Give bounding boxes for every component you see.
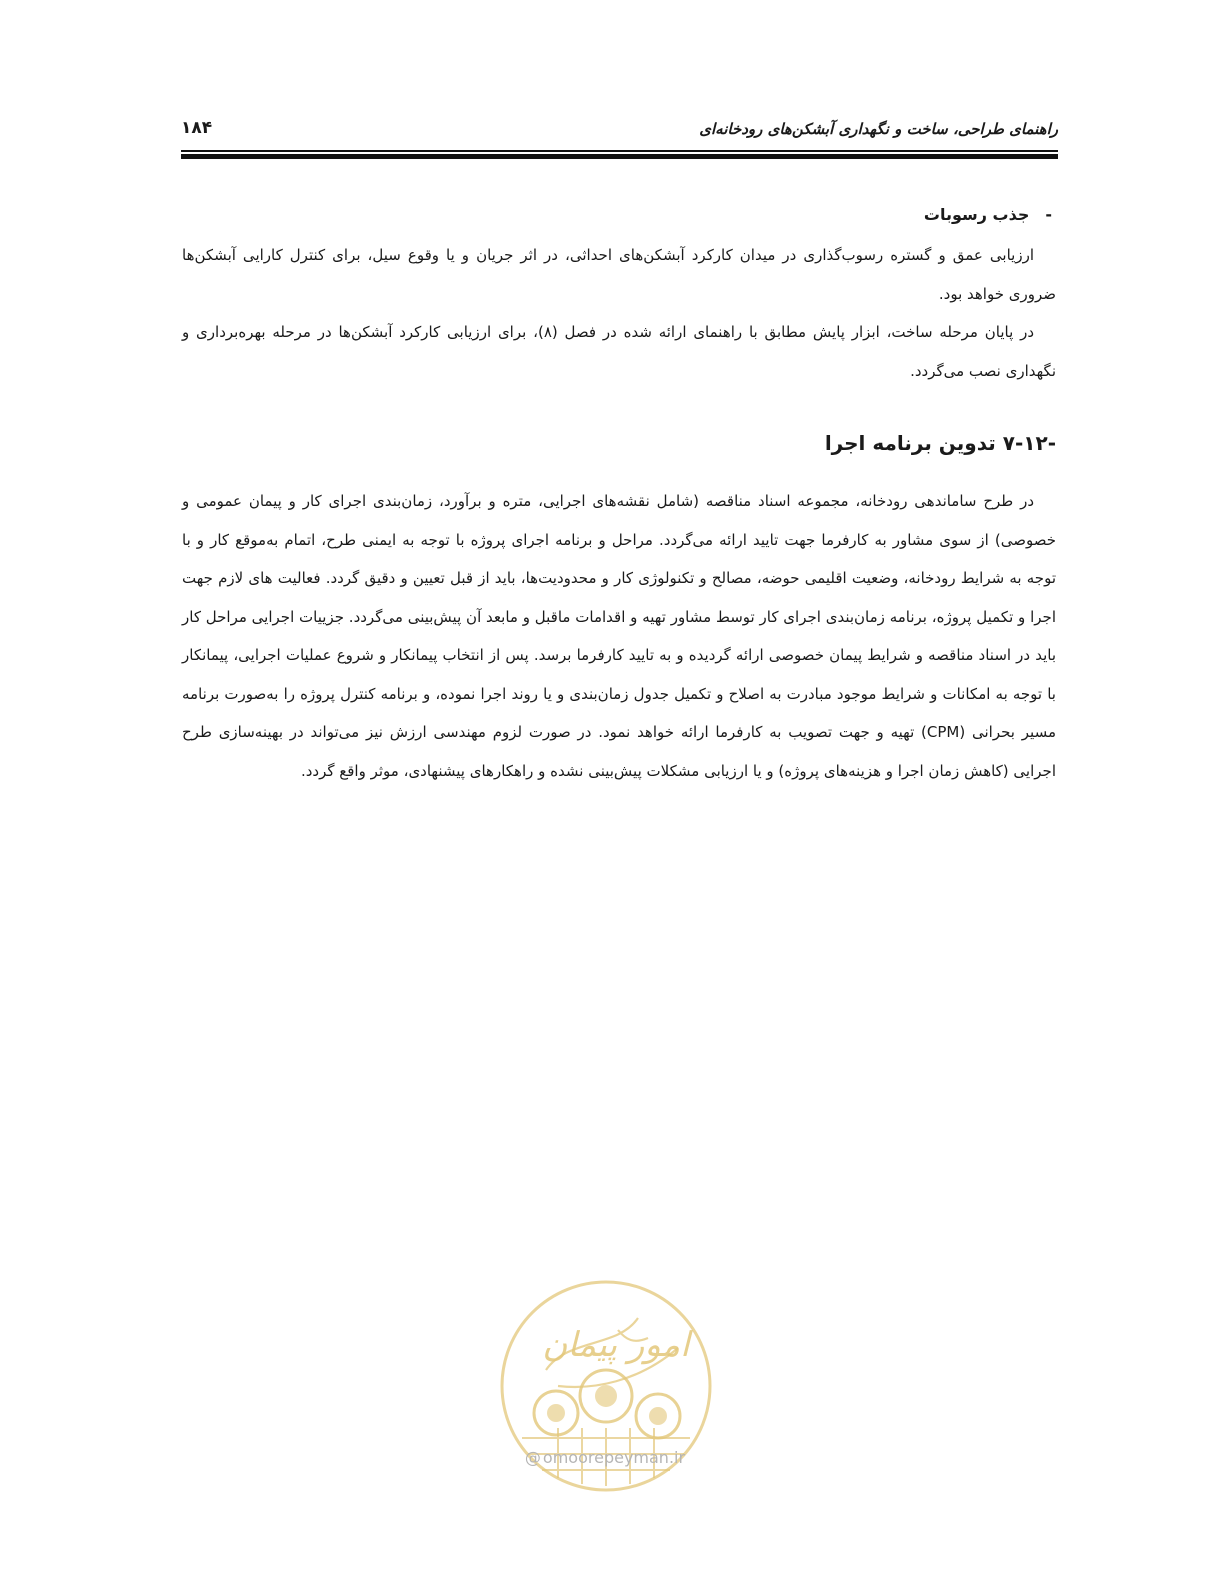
paragraph-execution-program: در طرح ساماندهی رودخانه، مجموعه اسناد مناقصه (شامل نقشه‌های اجرایی، متره و برآورد، زمان‌بندی اجرای کار و پیمان عمومی و خصوصی) از سوی مشاور به کارفرما جهت تایید ارائه می‌گردد. مراحل و برنامه اجرای پروژه با توجه به ایمنی طرح، اتمام به‌موقع کار و با توجه به شرایط رودخانه، وضعیت اقلیمی حوضه، مصالح و تکنولوژی کار و محدودیت‌ها، باید از قبل تعیین و دقیق گردد. فعالیت های لازم جهت اجرا و تکمیل پروژه، برنامه زمان‌بندی اجرای کار توسط مشاور تهیه و اقدامات ماقبل و مابعد آن پیش‌بینی می‌گردد. جزییات اجرایی مراحل کار باید در اسناد مناقصه و شرایط پیمان خصوصی ارائه گردیده و به تایید کارفرما برسد. پس از انتخاب پیمانکار و شروع عملیات اجرایی، پیمانکار با توجه به امکانات و شرایط موجود مبادرت به اصلاح و تکمیل جدول زمان‌بندی و یا روند اجرا نموده، و برنامه کنترل پروژه را به‌صورت برنامه مسیر بحرانی (CPM) تهیه و جهت تصویب به کارفرما ارائه خواهد نمود. در صورت لزوم مهندسی ارزش نیز می‌تواند در بهینه‌سازی طرح اجرایی (کاهش زمان اجرا و هزینه‌های پروژه) و یا ارزیابی مشکلات پیش‌بینی نشده و راهکارهای پیشنهادی، موثر واقع گردد. [182, 492, 1056, 780]
section-title: تدوین برنامه اجرا [824, 431, 996, 455]
section-heading [182, 426, 1056, 460]
section-number: ۷-۱۲- [1002, 431, 1056, 455]
header-rule-thin [181, 150, 1058, 152]
at-icon: @ [524, 1448, 541, 1467]
watermark-url [505, 1448, 705, 1467]
bullet-heading [182, 200, 1056, 230]
page-number: ۱۸۴ [181, 118, 213, 138]
running-header-title: راهنمای طراحی، ساخت و نگهداری آبشکن‌های رودخانه‌ای [699, 120, 1058, 138]
watermark-url-text: omoorepeyman.ir [542, 1448, 686, 1467]
paragraph-sediment-2: در پایان مرحله ساخت، ابزار پایش مطابق با راهنمای ارائه شده در فصل (۸)، برای ارزیابی کارکرد آبشکن‌ها در مرحله بهره‌برداری و نگهداری نصب می‌گردد. [182, 323, 1056, 380]
page-content [182, 200, 1056, 790]
bullet-heading-text: جذب رسوبات [923, 205, 1030, 224]
bullet-dash: - [1045, 205, 1052, 224]
paragraph-sediment-1: ارزیابی عمق و گستره رسوب‌گذاری در میدان کارکرد آبشکن‌های احداثی، در اثر جریان و یا وقوع سیل، برای کنترل کارایی آبشکن‌ها ضروری خواهد بود. [182, 246, 1056, 303]
header-rule-thick [181, 154, 1058, 159]
watermark-logo-text: امور پیمان [542, 1325, 690, 1365]
page-header [181, 118, 1058, 146]
